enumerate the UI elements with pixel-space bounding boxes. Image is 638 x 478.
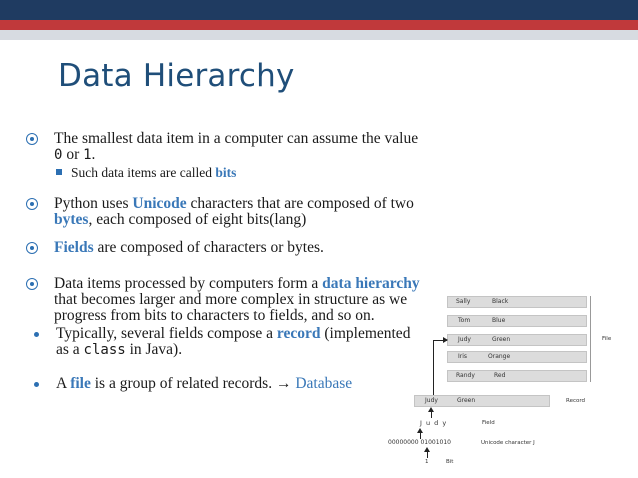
arrow-right-icon: [443, 337, 448, 343]
square-bullet-icon: [56, 169, 62, 175]
file-row: Randy Red: [447, 370, 587, 382]
circle-bullet-icon: [26, 242, 38, 254]
circle-bullet-icon: [26, 133, 38, 145]
file-row: Tom Blue: [447, 315, 587, 327]
record-connector: [433, 340, 434, 395]
bullet-record: Typically, several fields compose a record (implemented as a class in Java).: [34, 326, 434, 358]
bullet-smallest-item: The smallest data item in a computer can assume the value 0 or 1.: [26, 131, 446, 163]
accent-band: [0, 20, 638, 30]
bullet-data-hierarchy: Data items processed by computers form a data hierarchy that becomes larger and more complex in structure as we progress from bits to characters to fields, and so on.: [26, 276, 446, 324]
arrow-up-icon: [417, 428, 423, 433]
file-row: Judy Green: [447, 334, 587, 346]
sub-bullet-bits: Such data items are called bits: [56, 165, 236, 181]
header-band: [0, 0, 638, 20]
bullet-fields: Fields are composed of characters or bytes.: [26, 240, 446, 256]
file-bracket: [590, 296, 591, 382]
bullet-file: A file is a group of related records. → Database: [34, 376, 434, 392]
arrow-up-icon: [428, 407, 434, 412]
record-box: Judy Green: [414, 395, 550, 407]
slide-title: Data Hierarchy: [58, 58, 295, 94]
bullet-unicode: Python uses Unicode characters that are composed of two bytes, each composed of eight bits(lang): [26, 196, 446, 228]
file-row: Sally Black: [447, 296, 587, 308]
circle-bullet-icon: [26, 278, 38, 290]
light-band: [0, 30, 638, 40]
file-row: Iris Orange: [447, 351, 587, 363]
dot-bullet-icon: [34, 332, 39, 337]
circle-bullet-icon: [26, 198, 38, 210]
arrow-up-icon: [424, 447, 430, 452]
band-gap: [0, 40, 515, 44]
dot-bullet-icon: [34, 382, 39, 387]
